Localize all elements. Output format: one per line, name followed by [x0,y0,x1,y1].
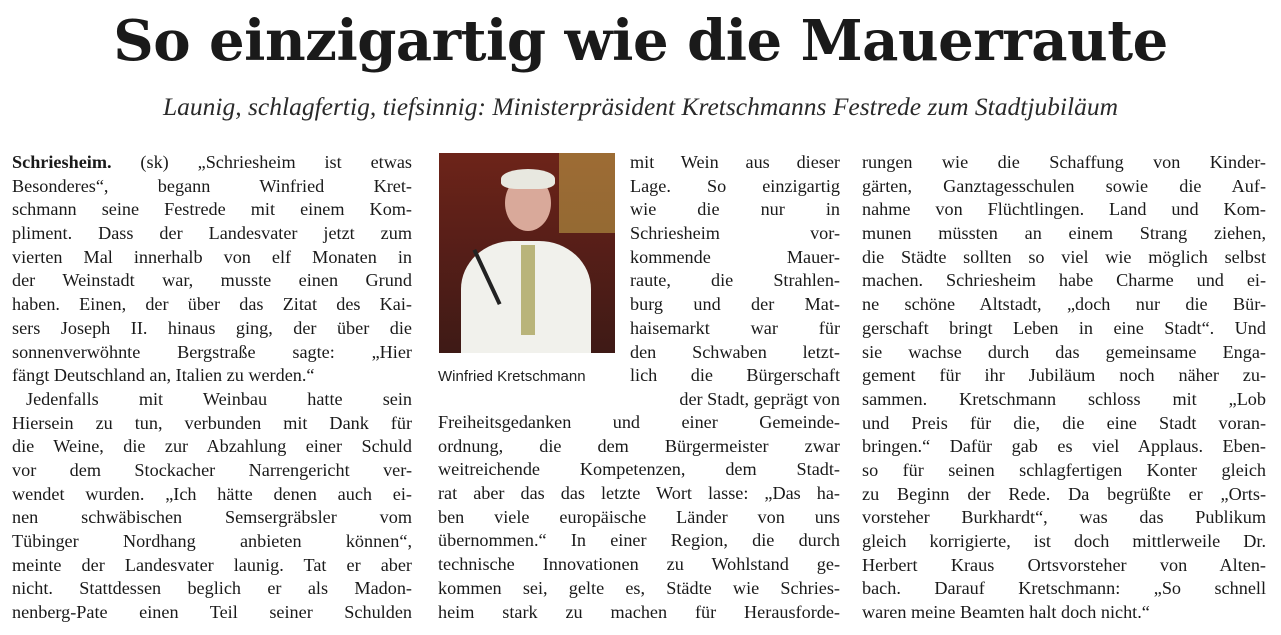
flag-background [559,153,615,233]
text-line: sie wachse durch das gemeinsame Enga- [862,341,1266,362]
column-2-bottom [438,411,840,624]
text-line: übernommen.“ In einer Region, die durch [438,530,840,551]
text-line: und Preis für die, die eine Stadt voran- [862,412,1266,433]
text-line: vorsteher Burkhardt“, was das Publikum [862,507,1266,528]
text-line: lich die Bürgerschaft [630,365,840,386]
portrait-photo [439,153,615,353]
text-line: rungen wie die Schaffung von Kinder- [862,152,1266,172]
text-line: ne schöne Altstadt, „doch nur die Bür- [862,294,1266,315]
text-line: ben viele europäische Länder von uns [438,506,840,527]
text-line: die Städte sollten so viel wie möglich selbst [862,246,1266,267]
text-line: gleich korrigierte, ist doch mittlerweile Dr. [862,531,1266,551]
text-line: machen. Schriesheim habe Charme und ei- [862,270,1266,291]
text-line: Hiersein zu tun, verbunden mit Dank für [12,412,412,433]
text-line: Jedenfalls mit Weinbau hatte sein [26,388,412,409]
text-line: die Weine, die zur Abzahlung einer Schuld [12,436,412,457]
text-line: nen schwäbischen Semsergräbsler vom [12,507,412,528]
text-line: ordnung, die dem Bürgermeister zwar [438,435,840,456]
subheadline: Launig, schlagfertig, tiefsinnig: Ministerpräsident Kretschmanns Festrede zum Stadtjubiläum [162,92,1119,121]
text-line: Freiheitsgedanken und einer Gemeinde- [438,412,840,432]
text-line: bach. Darauf Kretschmann: „So schnell [862,578,1266,599]
text-line: gerschaft bringt Leben in eine Stadt“. Und [862,317,1266,338]
text-line: bringen.“ Dafür gab es viel Applaus. Eben- [862,436,1266,457]
text-line: nicht. Stattdessen beglich er als Madon- [12,578,412,599]
text-line: schmann seine Festrede mit einem Kom- [12,199,412,220]
text-line: kommen sei, gelte es, Städte wie Schries- [438,577,840,598]
text-line: wendet wurden. „Ich hätte denen auch ei- [12,483,412,504]
tie-shape [521,245,535,335]
text-line: zu Beginn der Rede. Da begrüßte er „Orts- [862,483,1266,504]
text-line: Lage. So einzigartig [630,175,840,196]
text-line: nahme von Flüchtlingen. Land und Kom- [862,199,1266,220]
text-line: Schriesheim. (sk) „Schriesheim ist etwas [12,152,412,172]
text-line: mit Wein aus dieser [630,152,840,172]
text-line: vierten Mal innerhalb von elf Monaten in [12,246,412,267]
photo-caption: Winfried Kretschmann [438,368,586,385]
column-1 [12,151,412,625]
text-line: weitreichende Kompetenzen, dem Stadt- [438,459,840,480]
text-line: nenberg-Pate einen Teil seiner Schulden [12,602,412,623]
text-line: sonnenverwöhnte Bergstraße sagte: „Hier [12,341,412,362]
text-line: vor dem Stockacher Narrengericht ver- [12,459,412,480]
hair-shape [501,169,555,189]
text-line: Besonderes“, begann Winfried Kret- [12,175,412,196]
text-line: gement für ihr Jubiläum noch näher zu- [862,365,1266,386]
text-line: meinte der Landesvater launig. Tat er aber [12,554,412,575]
column-2-top [630,151,840,412]
text-line: technische Innovationen zu Wohlstand ge- [438,554,840,575]
text-line: haben. Einen, der über das Zitat des Kai- [12,294,412,315]
column-3 [862,151,1266,625]
text-line: raute, die Strahlen- [630,270,840,291]
text-line: Tübinger Nordhang anbieten können“, [12,531,412,551]
text-line: der Weinstadt war, musste einen Grund [12,270,412,291]
text-line: der Stadt, geprägt von [679,388,840,409]
text-line: waren meine Beamten halt doch nicht.“ [862,602,1150,623]
text-line: heim stark zu machen für Herausforde- [438,601,840,622]
text-line: pliment. Dass der Landesvater jetzt zum [12,223,412,244]
text-line: Herbert Kraus Ortsvorsteher von Alten- [862,554,1266,575]
text-line: so für seinen schlagfertigen Konter gleich [862,459,1266,480]
text-line: munen müssten an einem Strang ziehen, [862,223,1266,244]
text-line: sammen. Kretschmann schloss mit „Lob [862,388,1266,409]
text-line: kommende Mauer- [630,246,840,267]
text-line: den Schwaben letzt- [630,341,840,362]
text-line: wie die nur in [630,199,840,220]
text-line: Schriesheim vor- [630,223,840,244]
text-line: sers Joseph II. hinaus ging, der über die [12,317,412,338]
dateline: Schriesheim. [12,152,112,172]
headline: So einzigartig wie die Mauerraute [113,8,1168,74]
text-line: fängt Deutschland an, Italien zu werden.“ [12,365,315,386]
text-line: burg und der Mat- [630,294,840,315]
text-line: gärten, Ganztagesschulen sowie die Auf- [862,175,1266,196]
text-line: haisemarkt war für [630,317,840,338]
text-line: rat aber das das letzte Wort lasse: „Das ha- [438,483,840,504]
